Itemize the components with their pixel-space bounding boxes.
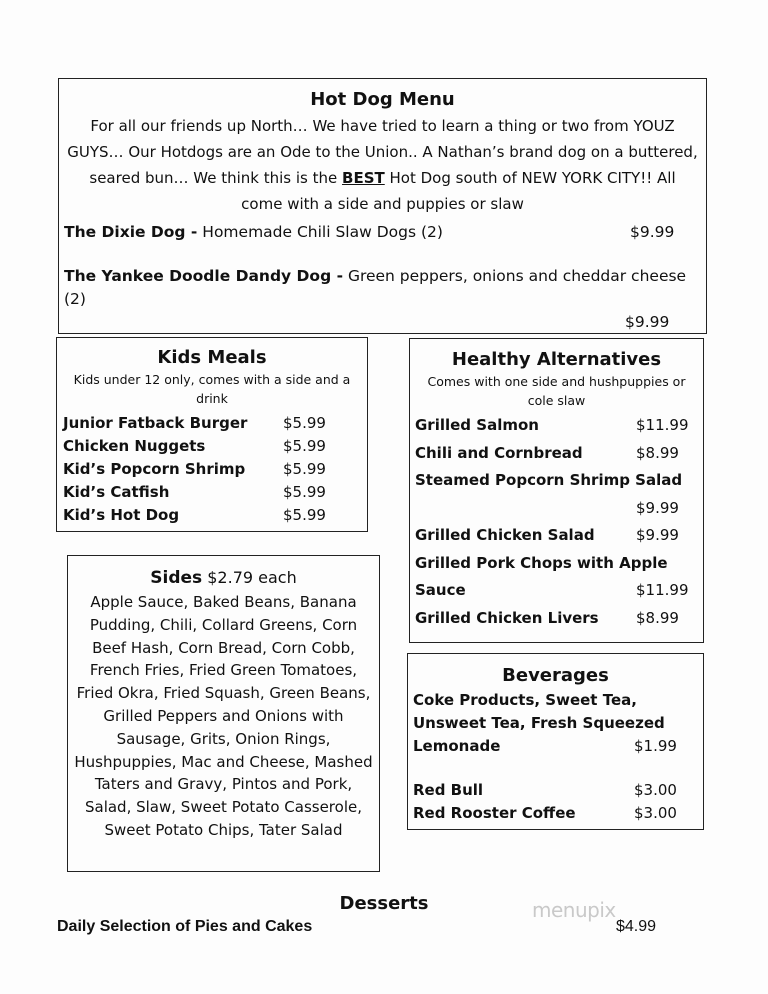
sides-heading bbox=[68, 568, 379, 588]
menu-item bbox=[413, 779, 703, 802]
healthy-title: Healthy Alternatives bbox=[451, 349, 662, 370]
sides-title: Sides bbox=[150, 568, 203, 588]
item-name: The Dixie Dog - bbox=[64, 223, 198, 241]
beverage-line-text: Coke Products, Sweet Tea, bbox=[413, 691, 637, 709]
item-price: $9.99 bbox=[636, 498, 679, 517]
menu-item bbox=[415, 550, 703, 578]
item-price: $5.99 bbox=[283, 506, 326, 524]
hotdog-menu-section bbox=[58, 78, 707, 334]
sides-price: $2.79 each bbox=[207, 568, 297, 587]
kids-items bbox=[63, 412, 367, 527]
hotdog-intro-emph: BEST bbox=[342, 169, 385, 187]
item-name: Kid’s Popcorn Shrimp bbox=[63, 460, 246, 478]
item-name: The Yankee Doodle Dandy Dog - bbox=[64, 267, 343, 285]
item-name: Grilled Salmon bbox=[415, 416, 539, 434]
menu-item bbox=[415, 522, 703, 550]
menu-item bbox=[63, 412, 367, 435]
item-name: Grilled Chicken Livers bbox=[415, 608, 599, 627]
healthy-subtitle: Comes with one side and hushpuppies or cole slaw bbox=[427, 374, 686, 408]
item-price: $5.99 bbox=[283, 414, 326, 432]
desserts-title: Desserts bbox=[339, 893, 429, 914]
item-price: $3.00 bbox=[634, 781, 677, 800]
sides-section bbox=[67, 555, 380, 872]
hotdog-intro-part2: Hot Dog south of NEW YORK CITY!! All come with a side and puppies or slaw bbox=[241, 169, 676, 213]
kids-meals-section bbox=[56, 337, 368, 532]
item-price: $3.00 bbox=[634, 804, 677, 823]
menu-item-dixie-dog bbox=[64, 219, 706, 245]
item-name: Grilled Pork Chops with Apple bbox=[415, 553, 668, 572]
beverages-title: Beverages bbox=[502, 665, 609, 686]
menu-item bbox=[415, 495, 703, 523]
menu-item bbox=[415, 467, 703, 495]
item-name: Red Bull bbox=[413, 781, 484, 800]
menu-item bbox=[415, 412, 703, 440]
desserts-item: Daily Selection of Pies and Cakes bbox=[57, 918, 313, 935]
kids-title: Kids Meals bbox=[157, 347, 267, 368]
menu-item bbox=[415, 440, 703, 468]
beverages-items bbox=[413, 689, 703, 825]
item-price: $9.99 bbox=[630, 223, 675, 241]
item-name: Junior Fatback Burger bbox=[63, 414, 248, 432]
item-price: $5.99 bbox=[283, 437, 326, 455]
item-name: Steamed Popcorn Shrimp Salad bbox=[415, 471, 683, 489]
item-name: Sauce bbox=[415, 581, 466, 599]
healthy-items bbox=[415, 412, 703, 632]
item-price: $9.99 bbox=[636, 526, 679, 544]
item-desc: Green peppers, onions and cheddar cheese (2) bbox=[64, 267, 687, 308]
desserts-price: $4.99 bbox=[616, 918, 657, 935]
kids-subtitle: Kids under 12 only, comes with a side and a drink bbox=[73, 372, 351, 406]
menu-item bbox=[415, 577, 703, 605]
menu-item bbox=[63, 435, 367, 458]
item-name: Red Rooster Coffee bbox=[413, 804, 576, 823]
item-price: $1.99 bbox=[634, 736, 677, 755]
menu-item bbox=[63, 481, 367, 504]
item-name: Chili and Cornbread bbox=[415, 443, 583, 462]
item-price: $5.99 bbox=[283, 483, 326, 501]
menupix-watermark: menupix bbox=[532, 898, 616, 922]
hotdog-intro bbox=[67, 113, 698, 217]
item-price: $11.99 bbox=[636, 416, 689, 434]
menu-item bbox=[415, 605, 703, 633]
beverages-section bbox=[407, 653, 704, 830]
menu-item bbox=[63, 458, 367, 481]
menu-item bbox=[63, 504, 367, 527]
item-name: Kid’s Hot Dog bbox=[63, 506, 180, 524]
healthy-alternatives-section bbox=[409, 338, 704, 643]
item-name: Grilled Chicken Salad bbox=[415, 526, 595, 544]
menu-item bbox=[413, 802, 703, 825]
beverage-line bbox=[413, 689, 703, 712]
item-price: $9.99 bbox=[625, 313, 670, 331]
item-price: $11.99 bbox=[636, 581, 689, 599]
item-desc: Homemade Chili Slaw Dogs (2) bbox=[202, 223, 443, 241]
item-price: $8.99 bbox=[636, 608, 679, 627]
spacer bbox=[413, 757, 703, 779]
item-price: $5.99 bbox=[283, 460, 326, 478]
sides-list: Apple Sauce, Baked Beans, Banana Pudding, Chili, Collard Greens, Corn Beef Hash, Corn Bread, Corn Cobb, French Fries, Fried Green Tomatoes, Fried Okra, Fried Squash, Green Beans, Grilled Peppers and Onions with Sausage, Grits, Onion Rings, Hushpuppies, Mac and Cheese, Mashed Taters and Gravy, Pintos and Pork, Salad, Slaw, Sweet Potato Casserole, Sweet Potato Chips, Tater Salad bbox=[74, 593, 373, 839]
item-name: Chicken Nuggets bbox=[63, 437, 206, 455]
menu-item bbox=[413, 735, 703, 758]
beverage-line bbox=[413, 712, 703, 735]
menu-item-yankee-doodle-dog bbox=[64, 265, 706, 334]
hotdog-title: Hot Dog Menu bbox=[310, 89, 455, 110]
hotdog-intro-part1: For all our friends up North… We have tried to learn a thing or two from YOUZ GUYS… Our Hotdogs are an Ode to the Union.. A Nathan’s brand dog on a buttered, seared bun… We think this is the bbox=[67, 117, 698, 187]
item-name: Kid’s Catfish bbox=[63, 483, 170, 501]
item-price: $8.99 bbox=[636, 443, 679, 462]
item-name: Lemonade bbox=[413, 736, 501, 755]
beverage-line-text: Unsweet Tea, Fresh Squeezed bbox=[413, 713, 665, 732]
